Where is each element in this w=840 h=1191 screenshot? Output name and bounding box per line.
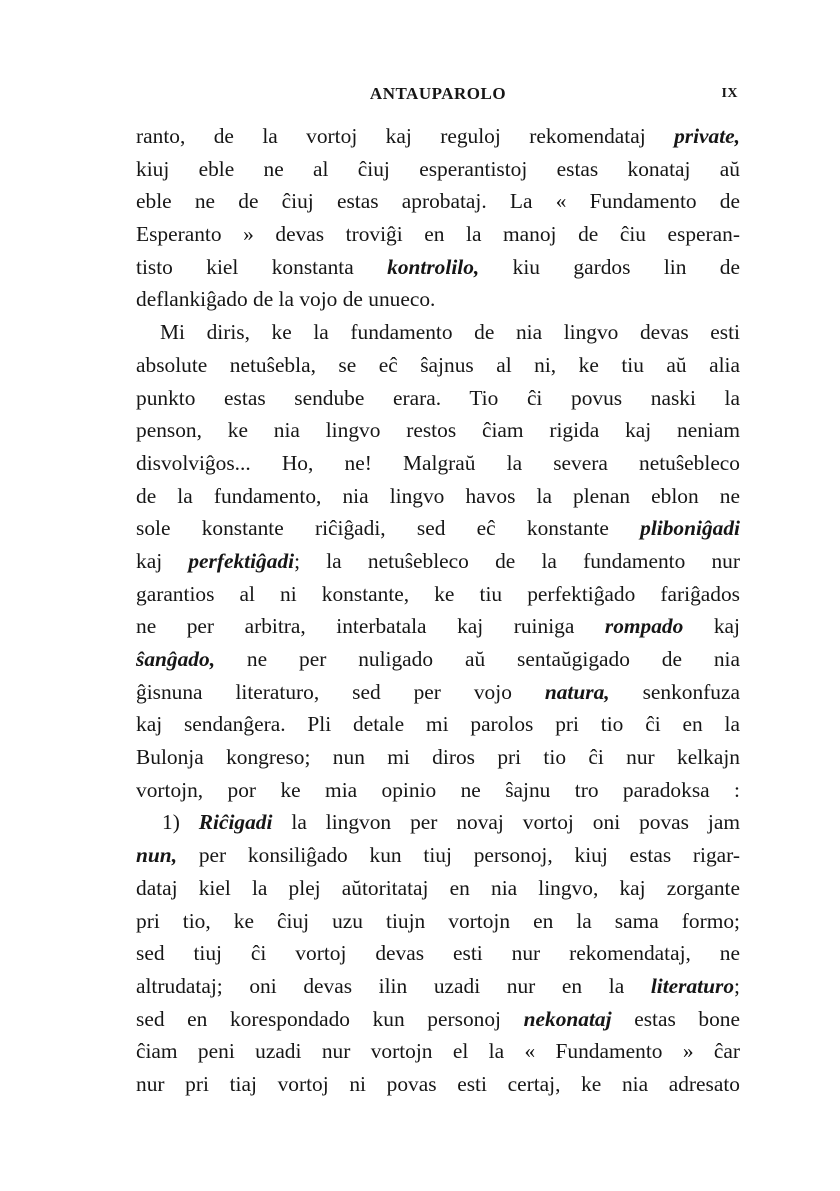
text-run: tisto kiel konstanta [136,254,388,279]
text-run: estas bone [611,1006,740,1031]
text-line [136,937,740,970]
text-run: ĉiam peni uzadi nur vortojn el la « Fundamento » ĉar [136,1039,740,1064]
text-line [136,905,740,938]
text-line [136,480,740,513]
text-line [136,251,740,284]
text-run: Bulonja kongreso; nun mi diros pri tio ĉi nur kelkajn [136,745,740,770]
text-line [136,676,740,709]
emphasized-text: nun, [136,843,178,868]
text-run: sed en korespondado kun personoj [136,1006,524,1031]
book-page [136,84,740,1101]
text-line [136,349,740,382]
text-line [136,382,740,415]
paragraph [136,316,740,806]
text-run: garantios al ni konstante, ke tiu perfektiĝado fariĝados [136,581,740,606]
text-run: per konsiliĝado kun tiuj personoj, kiuj estas rigar- [177,843,740,868]
text-run: kiu gardos lin de [479,254,740,279]
text-line [136,872,740,905]
text-line [136,774,740,807]
running-title: ANTAUPAROLO [369,84,507,103]
text-line [136,741,740,774]
text-run: absolute netuŝebla, se eĉ ŝajnus al ni, ke tiu aŭ alia [136,352,740,377]
text-line [136,185,740,218]
paragraph [136,806,740,1100]
text-line [136,153,740,186]
emphasized-text: private, [674,124,740,148]
text-run: vortojn, por ke mia opinio ne ŝajnu tro paradoksa : [136,777,740,802]
text-line [136,414,740,447]
text-line [136,218,740,251]
text-line [136,708,740,741]
text-run: senkonfuza [609,679,740,704]
text-run: la lingvon per novaj vortoj oni povas jam [272,810,741,835]
paragraph [136,120,740,316]
text-line [136,545,740,578]
text-run: dataj kiel la plej aŭtoritataj en nia lingvo, kaj zorgante [136,875,740,900]
text-line [136,839,740,872]
body-text [136,120,740,1101]
text-run: Esperanto » devas troviĝi en la manoj de ĉiu esperan- [136,222,740,247]
text-run: penson, ke nia lingvo restos ĉiam rigida kaj neniam [136,418,740,443]
text-line [136,512,740,545]
text-run: kaj sendanĝera. Pli detale mi parolos pri tio ĉi en la [136,712,740,737]
text-line [136,120,740,153]
text-line [136,1003,740,1036]
text-run: de la fundamento, nia lingvo havos la plenan eblon ne [136,483,740,508]
text-run: deflankiĝado de la vojo de unueco. [136,287,436,312]
text-run: Mi diris, ke la fundamento de nia lingvo devas esti [160,320,740,345]
text-line [136,316,740,349]
text-line [136,610,740,643]
text-run: ; la netuŝebleco de la fundamento nur [294,548,740,573]
text-run: pri tio, ke ĉiuj uzu tiujn vortojn en la sama formo; [136,908,740,933]
text-run: ne per nuligado aŭ sentaŭgigado de nia [215,647,740,671]
text-run: kaj [683,614,740,639]
text-run: sed tiuj ĉi vortoj devas esti nur rekomendataj, ne [136,941,740,966]
emphasized-text: rompado [604,614,684,639]
text-line [136,643,740,676]
text-line [136,283,740,316]
emphasized-text: perfektiĝadi [188,548,295,573]
emphasized-text: ŝanĝado, [136,647,216,671]
text-run: ne per arbitra, interbatala kaj ruiniga [136,614,605,639]
text-line [136,806,740,839]
text-run: eble ne de ĉiuj estas aprobataj. La « Fundamento de [136,189,740,214]
text-run: sole konstante riĉiĝadi, sed eĉ konstante [136,516,641,541]
emphasized-text: natura, [544,679,610,704]
text-line [136,1068,740,1101]
text-run: ĝisnuna literaturo, sed per vojo [136,679,545,704]
emphasized-text: literaturo [650,973,735,998]
text-line [136,447,740,480]
running-head [136,84,740,110]
text-run: ; [734,973,740,998]
text-run: 1) [162,810,199,835]
text-line [136,970,740,1003]
text-run: ranto, de la vortoj kaj reguloj rekomendataj [136,124,675,148]
text-run: disvolviĝos... Ho, ne! Malgraŭ la severa netuŝebleco [136,450,740,475]
text-line [136,578,740,611]
emphasized-text: Riĉigadi [198,810,273,835]
text-run: kiuj eble ne al ĉiuj esperantistoj estas konataj aŭ [136,156,740,181]
text-run: nur pri tiaj vortoj ni povas esti certaj, ke nia adresato [136,1071,740,1096]
text-run: kaj [136,548,189,573]
page-number: IX [721,86,738,101]
emphasized-text: pliboniĝadi [640,516,740,541]
emphasized-text: nekonataj [523,1006,612,1031]
text-line [136,1035,740,1068]
text-run: altrudataj; oni devas ilin uzadi nur en la [136,973,651,998]
text-run: punkto estas sendube erara. Tio ĉi povus naski la [136,385,740,410]
emphasized-text: kontrolilo, [387,254,480,279]
